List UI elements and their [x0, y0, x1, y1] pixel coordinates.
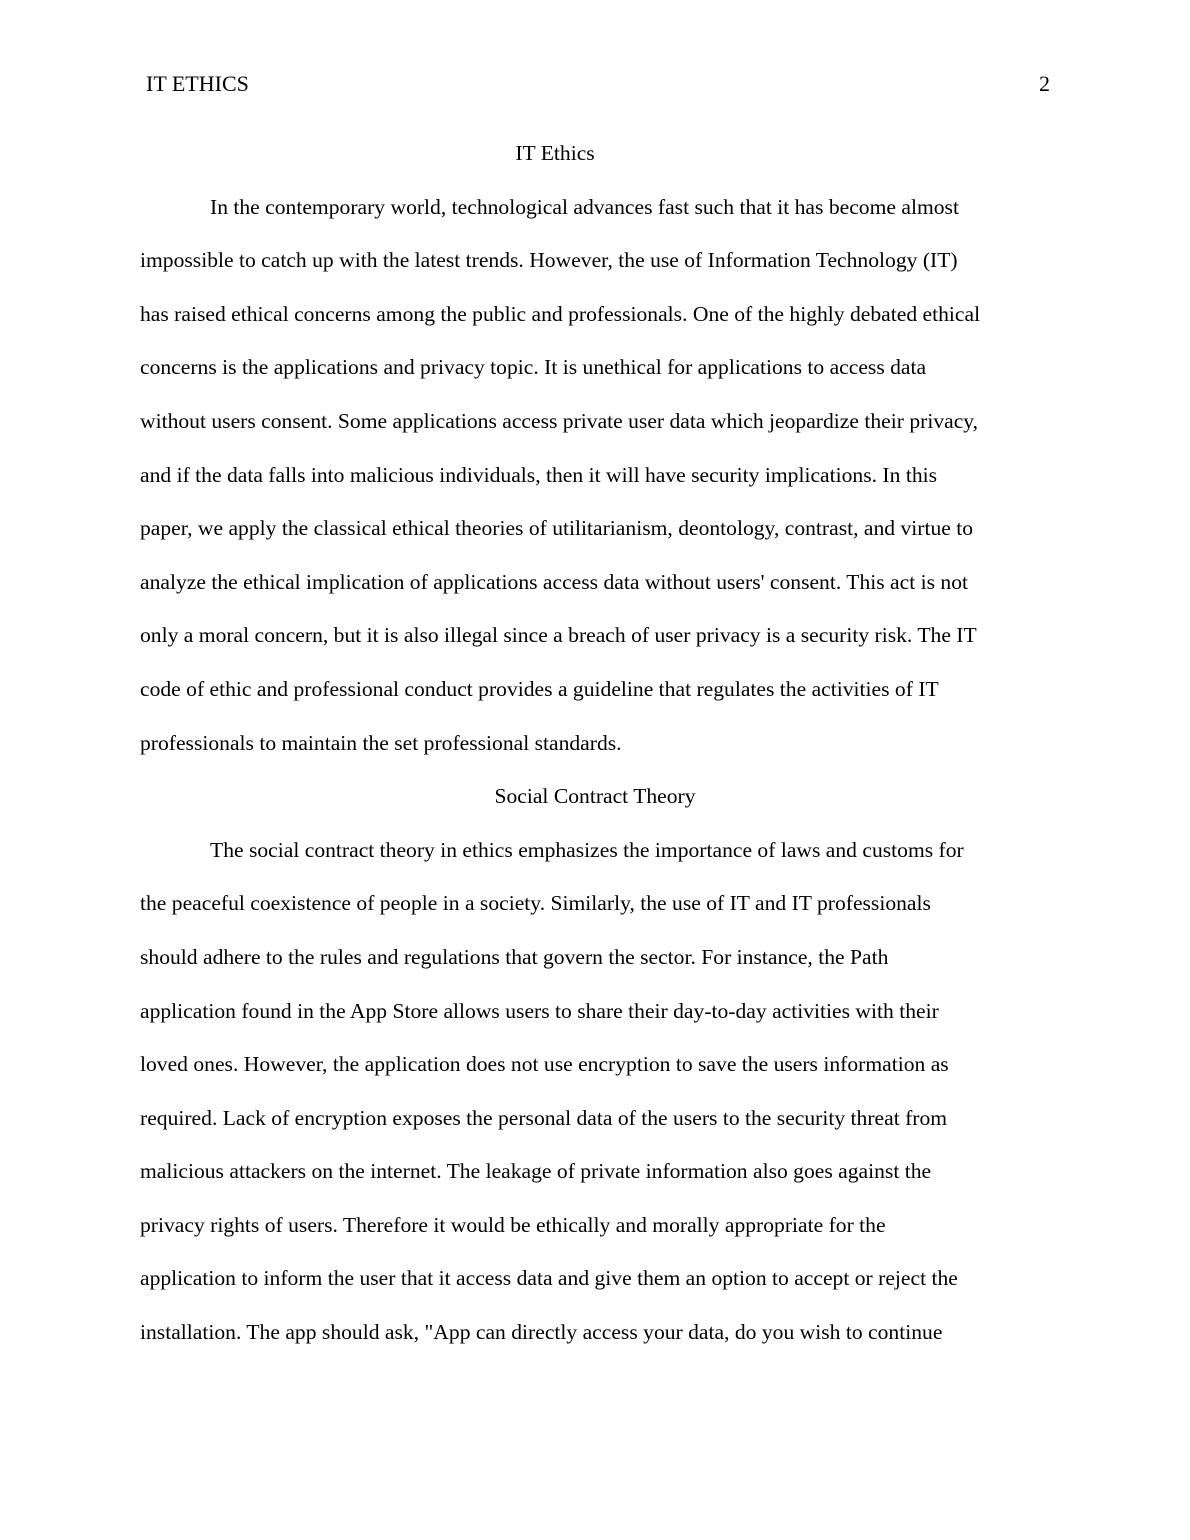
- paragraph-line: In the contemporary world, technological advances fast such that it has become almost: [210, 194, 959, 219]
- paragraph-line: analyze the ethical implication of applications access data without users' consent. This act is not: [140, 569, 969, 594]
- paragraph-line: installation. The app should ask, "App can directly access your data, do you wish to continue: [140, 1320, 943, 1345]
- paragraph-line: privacy rights of users. Therefore it would be ethically and morally appropriate for the: [140, 1212, 886, 1237]
- page-header: [146, 70, 1050, 100]
- document-body: [140, 127, 1050, 1360]
- section-paragraph: [140, 824, 1050, 1360]
- paragraph-line: paper, we apply the classical ethical theories of utilitarianism, deontology, contrast, and virtue to: [140, 516, 974, 541]
- document-title: IT Ethics: [515, 141, 595, 165]
- paragraph-line: has raised ethical concerns among the public and professionals. One of the highly debated ethical: [140, 301, 981, 326]
- paragraph-line: only a moral concern, but it is also illegal since a breach of user privacy is a security risk. The IT: [140, 623, 977, 648]
- paragraph-line: impossible to catch up with the latest trends. However, the use of Information Technology (IT): [140, 248, 958, 273]
- paragraph-line: required. Lack of encryption exposes the personal data of the users to the security threat from: [140, 1105, 948, 1130]
- paragraph-line: and if the data falls into malicious individuals, then it will have security implications. In this: [140, 462, 938, 487]
- paragraph-line: code of ethic and professional conduct provides a guideline that regulates the activities of IT: [140, 676, 939, 701]
- paragraph-line: The social contract theory in ethics emphasizes the importance of laws and customs for: [210, 837, 964, 862]
- section-heading: Social Contract Theory: [494, 784, 696, 809]
- paragraph-line: the peaceful coexistence of people in a society. Similarly, the use of IT and IT professionals: [140, 891, 931, 916]
- paragraph-line: concerns is the applications and privacy topic. It is unethical for applications to access data: [140, 355, 927, 380]
- paragraph-line: malicious attackers on the internet. The leakage of private information also goes against the: [140, 1159, 932, 1184]
- running-head: IT ETHICS: [146, 71, 249, 96]
- paragraph-line: should adhere to the rules and regulations that govern the sector. For instance, the Path: [140, 944, 889, 969]
- page-number: 2: [1039, 71, 1050, 96]
- paragraph-line: application to inform the user that it access data and give them an option to accept or reject the: [140, 1266, 958, 1291]
- paragraph-line: application found in the App Store allows users to share their day-to-day activities with their: [140, 998, 939, 1023]
- paragraph-line: loved ones. However, the application does not use encryption to save the users information as: [140, 1052, 949, 1077]
- intro-paragraph: [140, 181, 1050, 771]
- paragraph-line: without users consent. Some applications access private user data which jeopardize their privacy,: [140, 408, 979, 433]
- paragraph-line: professionals to maintain the set professional standards.: [140, 730, 622, 755]
